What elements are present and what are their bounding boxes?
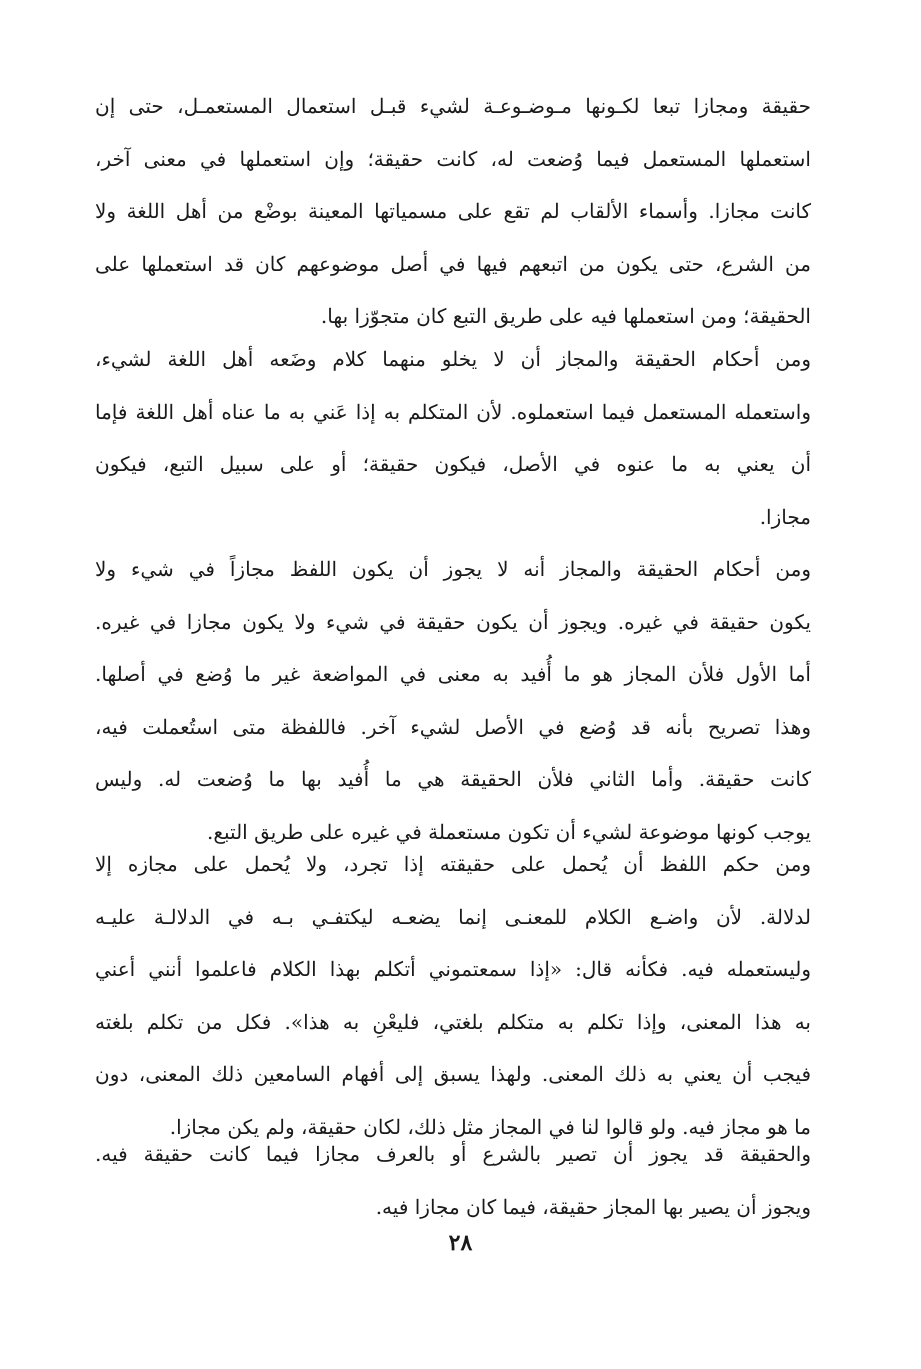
text-line: فيجب أن يعني به ذلك المعنى. ولهذا يسبق إلى أفهام السامعين ذلك المعنى، دون (95, 1062, 812, 1087)
text-line: حقيقة ومجازا تبعا لكـونها مـوضـوعـة لشيء قبـل استعمال المستعمـل، حتى إن (95, 94, 811, 118)
text-line: أما الأول فلأن المجاز هو ما أُفيد به معنى في المواضعة غير ما وُضع في أصلها. (95, 662, 811, 687)
text-line: يكون حقيقة في غيره. ويجوز أن يكون حقيقة في شيء ولا يكون مجازا في غيره. (95, 609, 811, 634)
text-line: لدلالة. لأن واضـع الكلام للمعنـى إنما يضعـه ليكتفـي بـه في الدلالـة عليـه (95, 904, 811, 929)
text-line: واستعمله المستعمل فيما استعملوه. لأن المتكلم به إذا عَني به ما عناه أهل اللغة فإما (95, 399, 811, 424)
text-line: ما هو مجاز فيه. ولو قالوا لنا في المجاز مثل ذلك، لكان حقيقة، ولم يكن مجازا. (169, 1114, 811, 1139)
text-line: وليستعمله فيه. فكأنه قال: «إذا سمعتموني أتكلم بهذا الكلام فاعلموا أنني أعني (95, 957, 811, 982)
text-line: كانت مجازا. وأسماء الألقاب لم تقع على مسمياتها المعينة بوضْع من أهل اللغة ولا (95, 199, 811, 224)
paragraph (95, 80, 811, 343)
text-line: الحقيقة؛ ومن استعملها فيه على طريق التبع كان متجوّزا بها. (320, 304, 811, 329)
text-line: ومن حكم اللفظ أن يُحمل على حقيقته إذا تجرد، ولا يُحمل على مجازه إلا (95, 852, 812, 876)
text-line: ومن أحكام الحقيقة والمجاز أن لا يخلو منهما كلام وضَعه أهل اللغة لشيء، (95, 347, 811, 371)
text-line: ومن أحكام الحقيقة والمجاز أنه لا يجوز أن يكون اللفظ مجازاً في شيء ولا (95, 557, 811, 581)
text-line: أن يعني به ما عنوه في الأصل، فيكون حقيقة؛ أو على سبيل التبع، فيكون (95, 452, 811, 477)
text-line: وهذا تصريح بأنه قد وُضع في الأصل لشيء آخر. فاللفظة متى استُعملت فيه، (95, 714, 811, 739)
text-line: والحقيقة قد يجوز أن تصير بالشرع أو بالعرف مجازا فيما كانت حقيقة فيه. (95, 1142, 811, 1166)
text-line: من الشرع، حتى يكون من اتبعهم فيها في أصل موضوعهم كان قد استعملها على (95, 251, 811, 276)
text-line: مجازا. (759, 504, 811, 529)
text-line: استعملها المستعمل فيما وُضعت له، كانت حقيقة؛ وإن استعملها في معنى آخر، (95, 146, 811, 171)
paragraph (95, 1128, 811, 1233)
page-number: ٢٨ (448, 1230, 473, 1256)
paragraph (95, 838, 811, 1154)
paragraph (95, 333, 811, 543)
text-line: به هذا المعنى، وإذا تكلم به متكلم بلغتي، فليعْنِ به هذا». فكل من تكلم بلغته (95, 1009, 811, 1034)
paragraph (95, 543, 811, 859)
text-line: يوجب كونها موضوعة لشيء أن تكون مستعملة في غيره على طريق التبع. (207, 819, 811, 844)
text-line: ويجوز أن يصير بها المجاز حقيقة، فيما كان مجازا فيه. (375, 1194, 811, 1219)
text-line: كانت حقيقة. وأما الثاني فلأن الحقيقة هي ما أُفيد بها ما وُضعت له. وليس (95, 767, 811, 792)
